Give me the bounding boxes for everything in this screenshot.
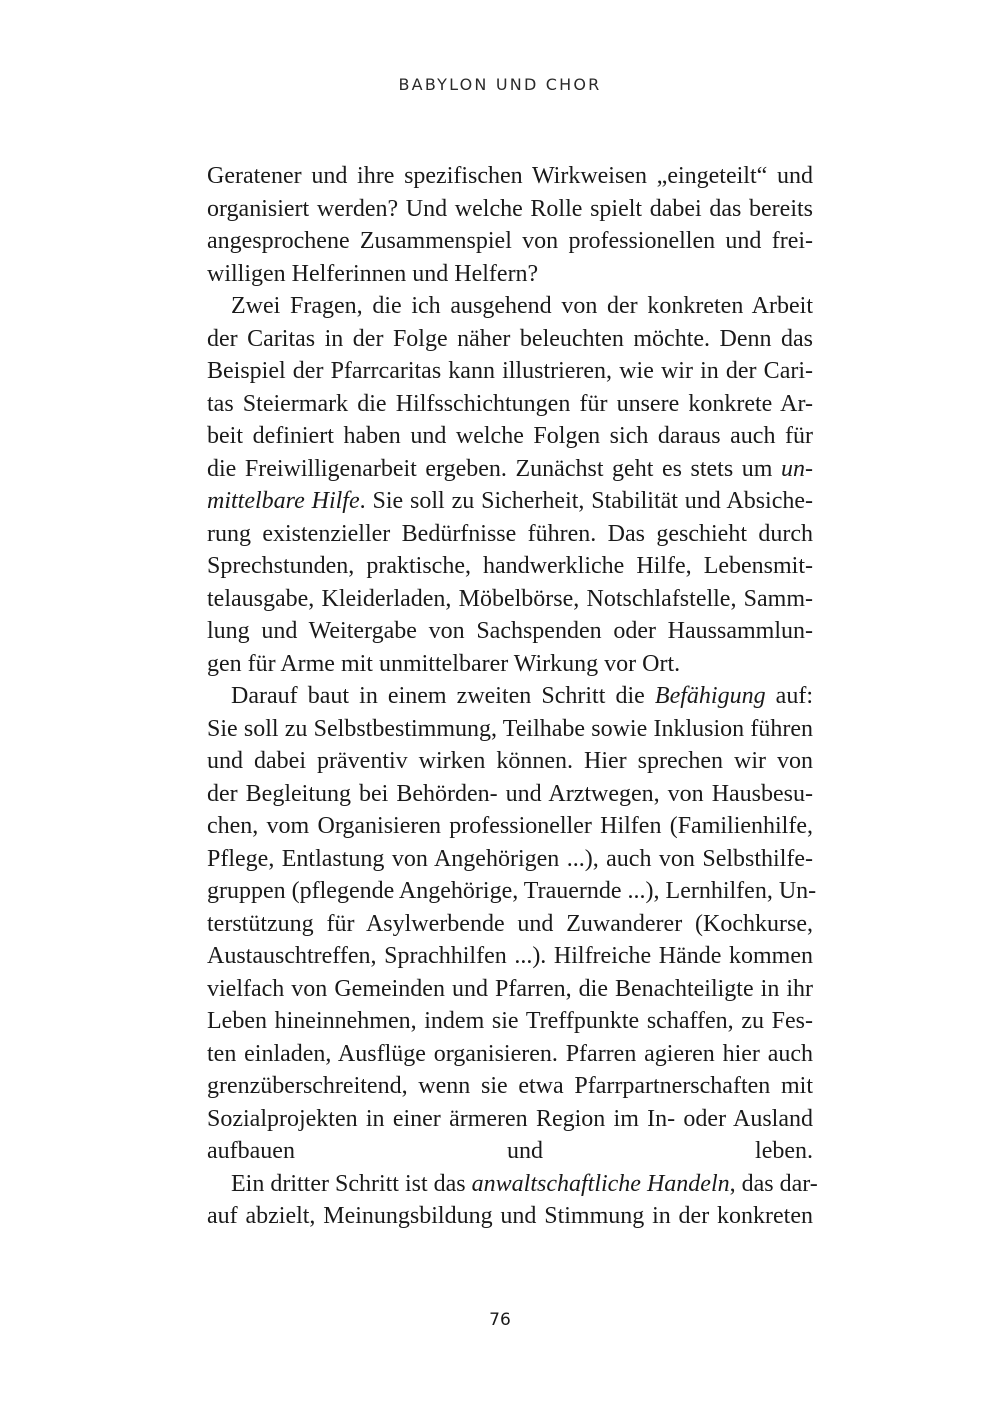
text-line: aufbauen und leben. xyxy=(207,1138,813,1164)
text-line: der Begleitung bei Behörden- und Arztwegen, von Hausbesu- xyxy=(207,780,813,807)
emphasis-text: un- xyxy=(781,455,813,482)
text-run: Darauf baut in einem zweiten Schritt die xyxy=(231,683,655,709)
text-line xyxy=(207,453,813,486)
text-line: und dabei präventiv wirken können. Hier sprechen wir von xyxy=(207,748,813,774)
text-line: Beispiel der Pfarrcaritas kann illustrieren, wie wir in der Cari- xyxy=(207,358,813,384)
text-line: gen für Arme mit unmittelbarer Wirkung vor Ort. xyxy=(207,650,681,677)
running-head: BABYLON UND CHOR xyxy=(398,75,602,94)
paragraph xyxy=(207,160,813,290)
text-line: Sprechstunden, praktische, handwerkliche Hilfe, Lebensmit- xyxy=(207,553,813,579)
text-line: organisiert werden? Und welche Rolle spielt dabei das bereits xyxy=(207,195,813,222)
text-line: telausgabe, Kleiderladen, Möbelbörse, Notschlafstelle, Samm- xyxy=(207,585,813,612)
text-line: angesprochene Zusammenspiel von professionellen und frei- xyxy=(207,228,813,254)
text-run: . Sie soll zu Sicherheit, Stabilität und Absiche- xyxy=(359,488,813,514)
paragraph xyxy=(207,1168,818,1233)
body-text xyxy=(207,160,818,1233)
text-line: tas Steiermark die Hilfsschichtungen für unsere konkrete Ar- xyxy=(207,390,813,417)
text-line: vielfach von Gemeinden und Pfarren, die Benachteiligte in ihr xyxy=(207,975,813,1002)
text-line: terstützung für Asylwerbende und Zuwanderer (Kochkurse, xyxy=(207,910,813,937)
text-line: ten einladen, Ausflüge organisieren. Pfarren agieren hier auch xyxy=(207,1040,813,1067)
text-line: auf abzielt, Meinungsbildung und Stimmung in der konkreten xyxy=(207,1203,813,1229)
text-line: Sozialprojekten in einer ärmeren Region im In- oder Ausland xyxy=(207,1105,813,1132)
text-line xyxy=(207,680,813,713)
text-line: lung und Weitergabe von Sachspenden oder Haussammlun- xyxy=(207,618,813,644)
text-line: chen, vom Organisieren professioneller Hilfen (Familienhilfe, xyxy=(207,813,813,839)
text-line: grenzüberschreitend, wenn sie etwa Pfarrpartnerschaften mit xyxy=(207,1073,813,1099)
text-line: beit definiert haben und welche Folgen sich daraus auch für xyxy=(207,423,813,449)
text-line: rung existenzieller Bedürfnisse führen. Das geschieht durch xyxy=(207,520,813,547)
emphasis-text: mittelbare Hilfe xyxy=(207,488,360,514)
text-line: Austauschtreffen, Sprachhilfen ...). Hilfreiche Hände kommen xyxy=(207,943,813,969)
text-run: , das dar- xyxy=(729,1170,818,1197)
page-number: 76 xyxy=(489,1310,511,1330)
emphasis-text: anwaltschaftliche Handeln xyxy=(471,1170,730,1197)
text-line xyxy=(207,485,813,518)
paragraph xyxy=(207,290,813,680)
text-line: Geratener und ihre spezifischen Wirkweisen „eingeteilt“ und xyxy=(207,163,813,189)
text-run: die Freiwilligenarbeit ergeben. Zunächst geht es stets um xyxy=(207,455,781,482)
emphasis-text: Befähigung xyxy=(654,683,766,709)
text-line: der Caritas in der Folge näher beleuchten möchte. Denn das xyxy=(207,325,813,352)
text-line xyxy=(207,1168,818,1201)
text-run: auf: xyxy=(765,683,813,709)
text-line: Sie soll zu Selbstbestimmung, Teilhabe sowie Inklusion führen xyxy=(207,715,813,742)
text-line: Zwei Fragen, die ich ausgehend von der konkreten Arbeit xyxy=(231,293,813,319)
text-line: Leben hineinnehmen, indem sie Treffpunkte schaffen, zu Fes- xyxy=(207,1008,813,1034)
paragraph xyxy=(207,680,817,1168)
text-line: gruppen (pflegende Angehörige, Trauernde ...), Lernhilfen, Un- xyxy=(207,878,817,904)
text-line: Pflege, Entlastung von Angehörigen ...), auch von Selbsthilfe- xyxy=(207,845,813,872)
text-run: Ein dritter Schritt ist das xyxy=(231,1170,472,1197)
text-line: willigen Helferinnen und Helfern? xyxy=(207,260,539,287)
